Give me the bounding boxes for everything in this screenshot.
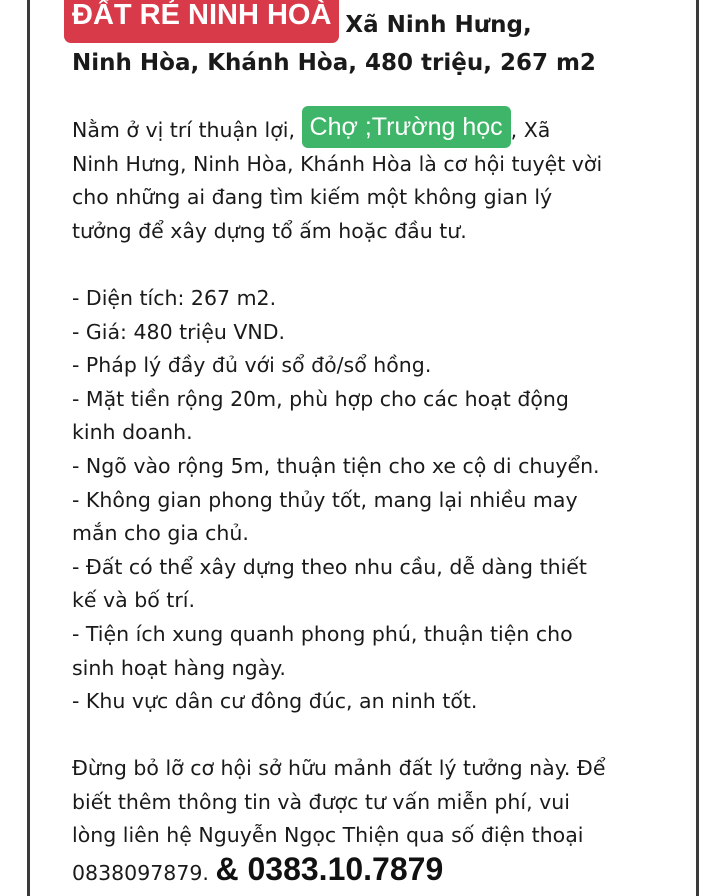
closing-line: Đừng bỏ lỡ cơ hội sở hữu mảnh đất lý tưởng này. Để — [72, 756, 606, 781]
intro-text: , Xã — [510, 118, 551, 142]
phone-number-1: 0838097879. — [72, 861, 209, 886]
feature-line: mắn cho gia chủ. — [72, 521, 249, 546]
intro-line — [72, 114, 605, 148]
title-line-2: Ninh Hòa, Khánh Hòa, 480 triệu, 267 m2 — [72, 50, 596, 76]
feature-line: kế và bố trí. — [72, 588, 195, 613]
listing-body — [72, 114, 605, 887]
feature-line: sinh hoạt hàng ngày. — [72, 655, 286, 680]
feature-line: - Không gian phong thủy tốt, mang lại nhiều may — [72, 487, 578, 512]
feature-line: kinh doanh. — [72, 420, 193, 445]
amenities-badge: Chợ ;Trường học — [302, 106, 511, 148]
title-badge: ĐẤT RẺ NINH HOÀ — [64, 0, 339, 43]
intro-line: tưởng để xây dựng tổ ấm hoặc đầu tư. — [72, 218, 467, 243]
feature-line: - Ngõ vào rộng 5m, thuận tiện cho xe cộ di chuyển. — [72, 453, 600, 478]
intro-line: cho những ai đang tìm kiếm một không gian lý — [72, 185, 553, 210]
feature-line: - Khu vực dân cư đông đúc, an ninh tốt. — [72, 689, 478, 714]
feature-line: - Giá: 480 triệu VND. — [72, 319, 286, 344]
feature-line: - Pháp lý đầy đủ với sổ đỏ/sổ hồng. — [72, 353, 432, 378]
feature-line: - Diện tích: 267 m2. — [72, 285, 277, 310]
feature-line: - Tiện ích xung quanh phong phú, thuận tiện cho — [72, 621, 573, 646]
intro-line: Ninh Hưng, Ninh Hòa, Khánh Hòa là cơ hội tuyệt vời — [72, 151, 603, 176]
closing-line: lòng liên hệ Nguyễn Ngọc Thiện qua số điện thoại — [72, 823, 584, 848]
phone-number-2: & 0383.10.7879 — [215, 851, 444, 888]
closing-line: biết thêm thông tin và được tư vấn miễn phí, vui — [72, 789, 570, 814]
feature-line: - Đất có thể xây dựng theo nhu cầu, dễ dàng thiết — [72, 554, 587, 579]
intro-text: Nằm ở vị trí thuận lợi, — [72, 118, 296, 142]
contact-line — [72, 853, 605, 887]
title-location: Xã Ninh Hưng, — [345, 12, 532, 38]
feature-line: - Mặt tiền rộng 20m, phù hợp cho các hoạt động — [72, 386, 569, 411]
listing-title — [72, 0, 596, 82]
